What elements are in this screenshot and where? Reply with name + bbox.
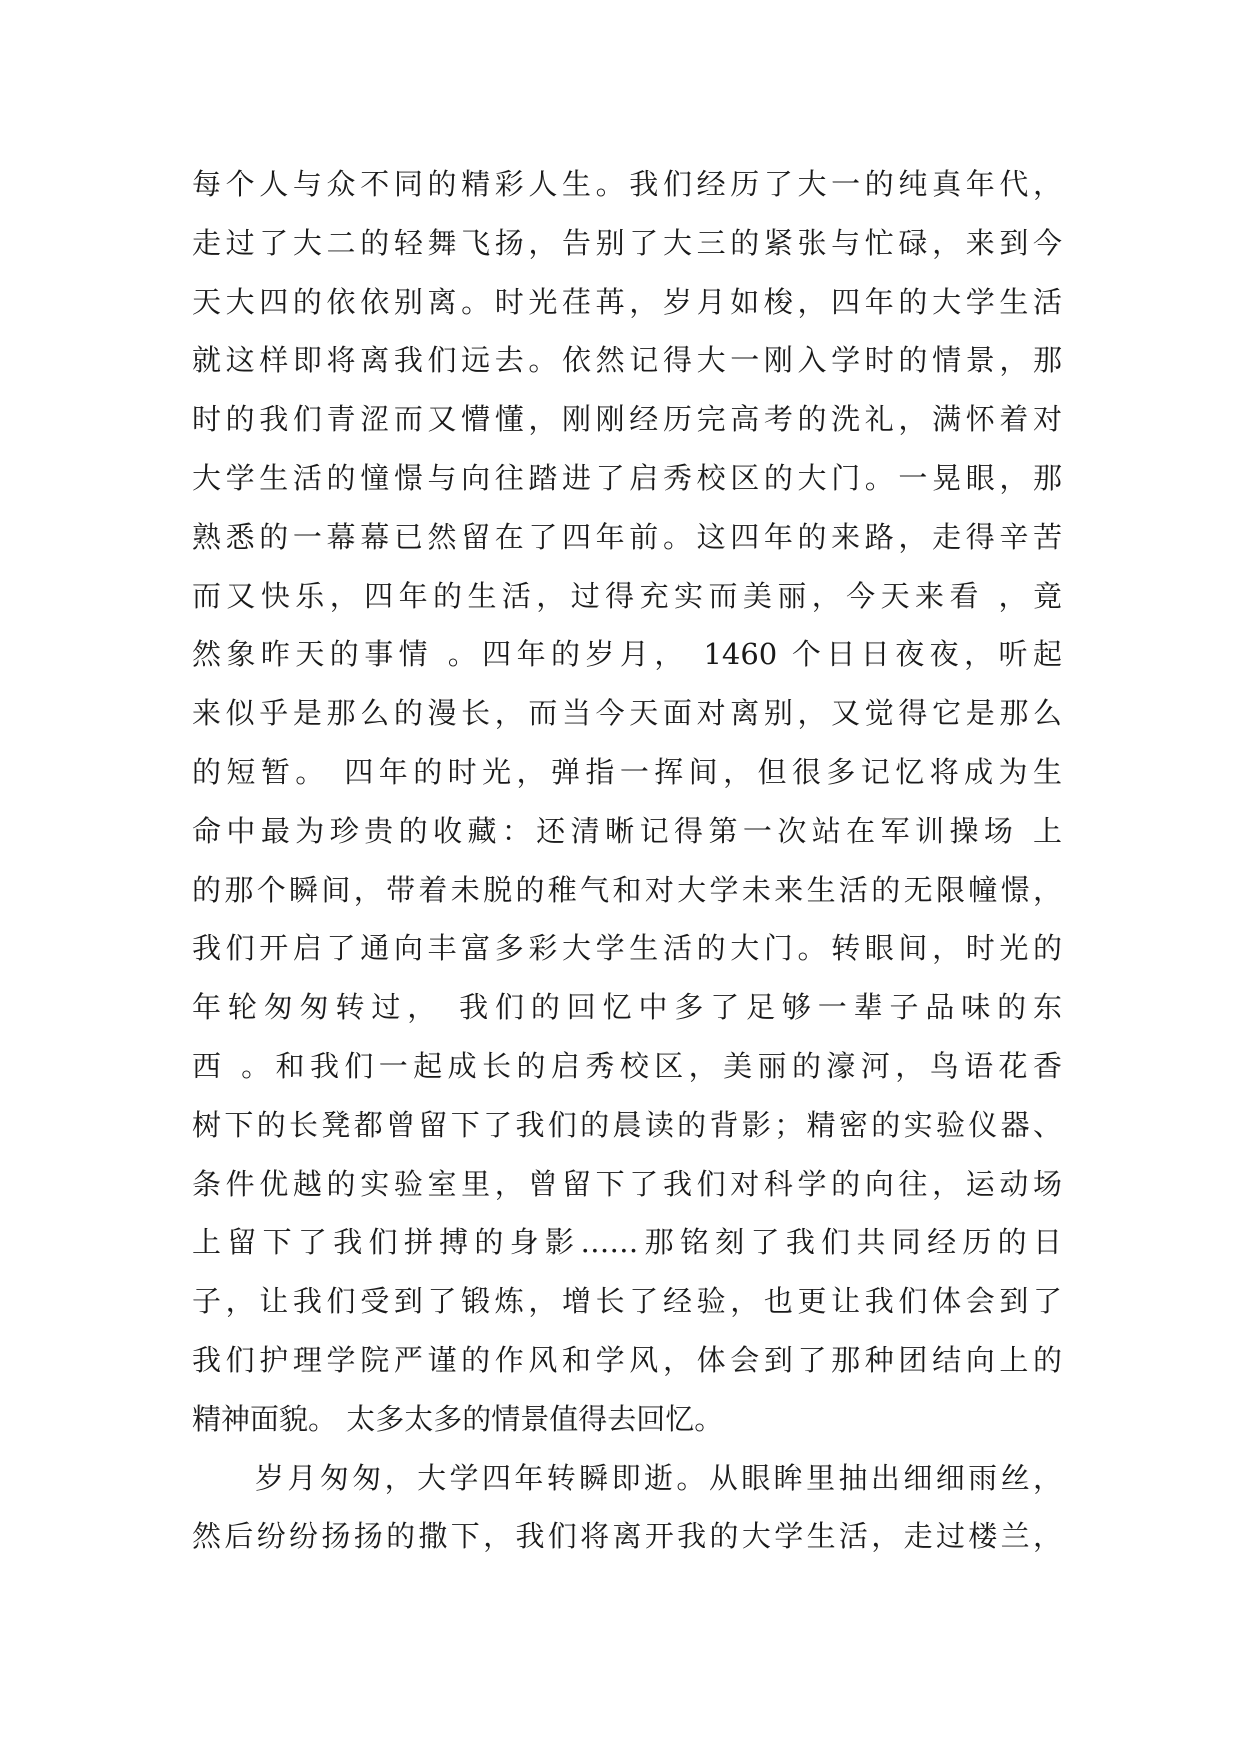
- text-line: 命中最为珍贵的收藏：还清晰记得第一次站在军训操场 上: [192, 813, 1062, 848]
- text-line: 西 。和我们一起成长的启秀校区，美丽的濠河，鸟语花香: [192, 1048, 1062, 1083]
- text-line: 每个人与众不同的精彩人生。我们经历了大一的纯真年代，: [192, 167, 1062, 201]
- text-line: 而又快乐，四年的生活，过得充实而美丽，今天来看 ，竟: [192, 578, 1062, 613]
- text-line: 就这样即将离我们远去。依然记得大一刚入学时的情景，那: [192, 343, 1062, 378]
- text-line: 条件优越的实验室里，曾留下了我们对科学的向往，运动场: [192, 1166, 1062, 1201]
- text-line: 熟悉的一幕幕已然留在了四年前。这四年的来路，走得辛苦: [192, 519, 1062, 554]
- text-line: 上留下了我们拼搏的身影……那铭刻了我们共同经历的日: [192, 1225, 1062, 1260]
- text-line: 的短暂。 四年的时光，弹指一挥间，但很多记忆将成为生: [192, 754, 1062, 789]
- text-line: 年轮匆匆转过， 我们的回忆中多了足够一辈子品味的东: [192, 990, 1062, 1025]
- text-line: 我们护理学院严谨的作风和学风，体会到了那种团结向上的: [192, 1342, 1062, 1377]
- text-line: 天大四的依依别离。时光荏苒，岁月如梭，四年的大学生活: [192, 284, 1062, 319]
- paragraph-end-line: 精神面貌。 太多太多的情景值得去回忆。: [192, 1401, 724, 1436]
- text-line: 走过了大二的轻舞飞扬，告别了大三的紧张与忙碌，来到今: [192, 225, 1062, 260]
- paragraph-start-line: 岁月匆匆，大学四年转瞬即逝。从眼眸里抽出细细雨丝，: [255, 1460, 1062, 1495]
- text-line: 子，让我们受到了锻炼，增长了经验，也更让我们体会到了: [192, 1284, 1062, 1319]
- text-line: 我们开启了通向丰富多彩大学生活的大门。转眼间，时光的: [192, 931, 1062, 966]
- text-line: 树下的长凳都曾留下了我们的晨读的背影；精密的实验仪器、: [192, 1107, 1062, 1142]
- text-line: 然后纷纷扬扬的撒下，我们将离开我的大学生活，走过楼兰，: [192, 1519, 1062, 1554]
- text-line: 大学生活的憧憬与向往踏进了启秀校区的大门。一晃眼，那: [192, 460, 1062, 495]
- text-line: 来似乎是那么的漫长，而当今天面对离别，又觉得它是那么: [192, 696, 1062, 731]
- text-line: 然象昨天的事情 。四年的岁月， 1460 个日日夜夜，听起: [192, 637, 1062, 672]
- body-text: [192, 164, 1062, 1575]
- text-line: 的那个瞬间，带着未脱的稚气和对大学未来生活的无限幢憬，: [192, 872, 1062, 907]
- text-line: 时的我们青涩而又懵懂，刚刚经历完高考的洗礼，满怀着对: [192, 402, 1062, 437]
